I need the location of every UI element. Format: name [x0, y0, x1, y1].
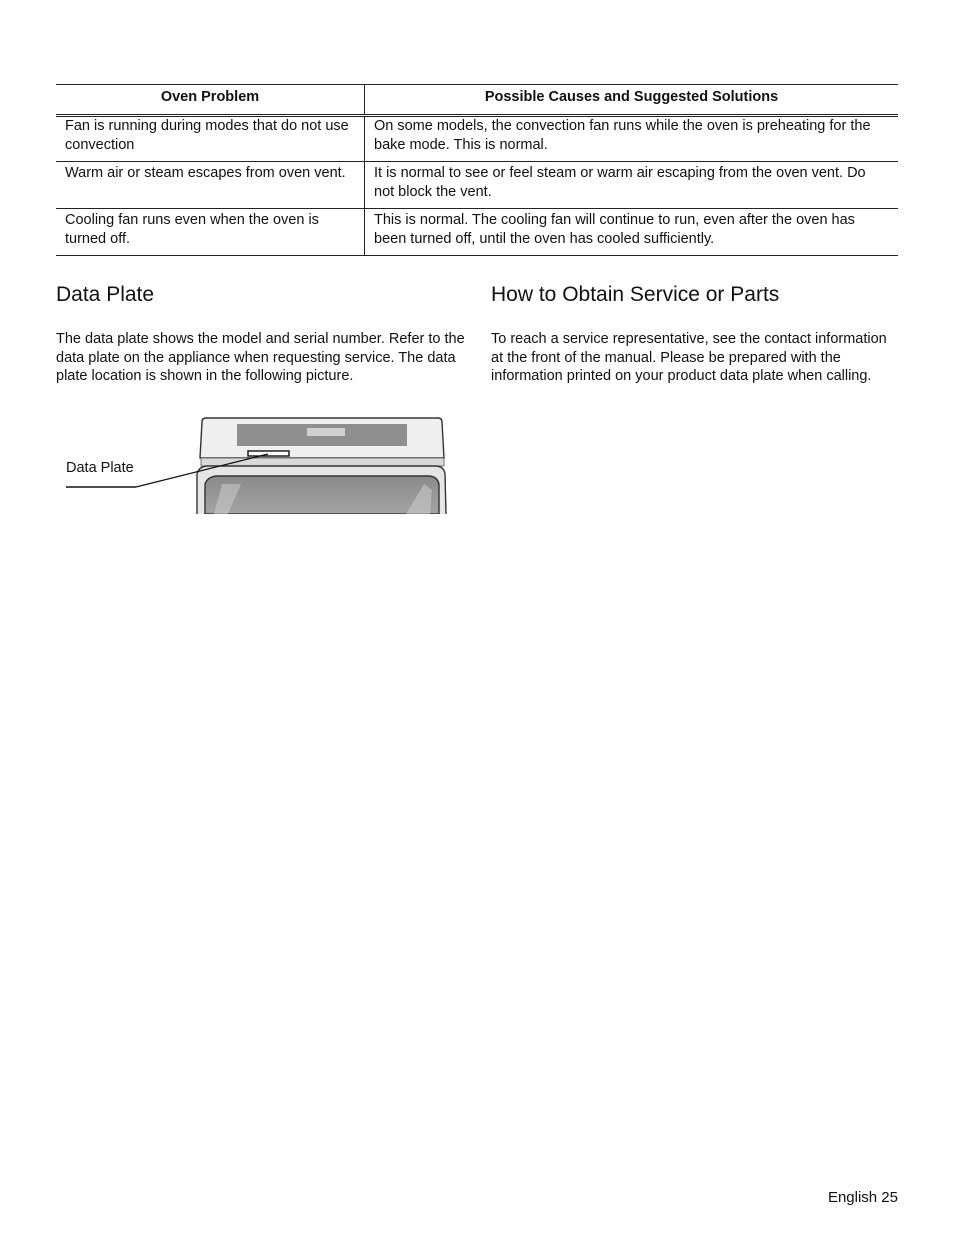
- oven-control-panel: [200, 418, 444, 466]
- header-oven-problem: Oven Problem: [56, 85, 365, 116]
- table-row: [56, 116, 898, 162]
- table-row: [56, 162, 898, 209]
- problem-cell: Cooling fan runs even when the oven is turned off.: [56, 209, 365, 256]
- problem-cell: Fan is running during modes that do not use convection: [56, 116, 365, 162]
- problem-cell: Warm air or steam escapes from oven vent.: [56, 162, 365, 209]
- solution-cell: On some models, the convection fan runs while the oven is preheating for the bake mode. This is normal.: [365, 116, 899, 162]
- data-plate-marker: [248, 451, 289, 456]
- data-plate-paragraph: The data plate shows the model and serial number. Refer to the data plate on the appliance when requesting service. The data plate location is shown in the following picture.: [56, 331, 465, 385]
- troubleshooting-table: [56, 84, 898, 256]
- table-header-row: [56, 85, 898, 116]
- page-footer: English 25: [827, 1189, 898, 1206]
- header-solutions: Possible Causes and Suggested Solutions: [365, 85, 899, 116]
- table-row: [56, 209, 898, 256]
- data-plate-heading: Data Plate: [56, 283, 155, 306]
- oven-door: [197, 466, 446, 514]
- data-plate-callout-label: Data Plate: [66, 460, 134, 476]
- solution-cell: It is normal to see or feel steam or warm air escaping from the oven vent. Do not block the vent.: [365, 162, 899, 209]
- service-paragraph: To reach a service representative, see the contact information at the front of the manual. Please be prepared with the information printed on your product data plate when calling.: [491, 331, 887, 385]
- solution-cell: This is normal. The cooling fan will continue to run, even after the oven has been turned off, until the oven has cooled sufficiently.: [365, 209, 899, 256]
- service-heading: How to Obtain Service or Parts: [491, 283, 780, 306]
